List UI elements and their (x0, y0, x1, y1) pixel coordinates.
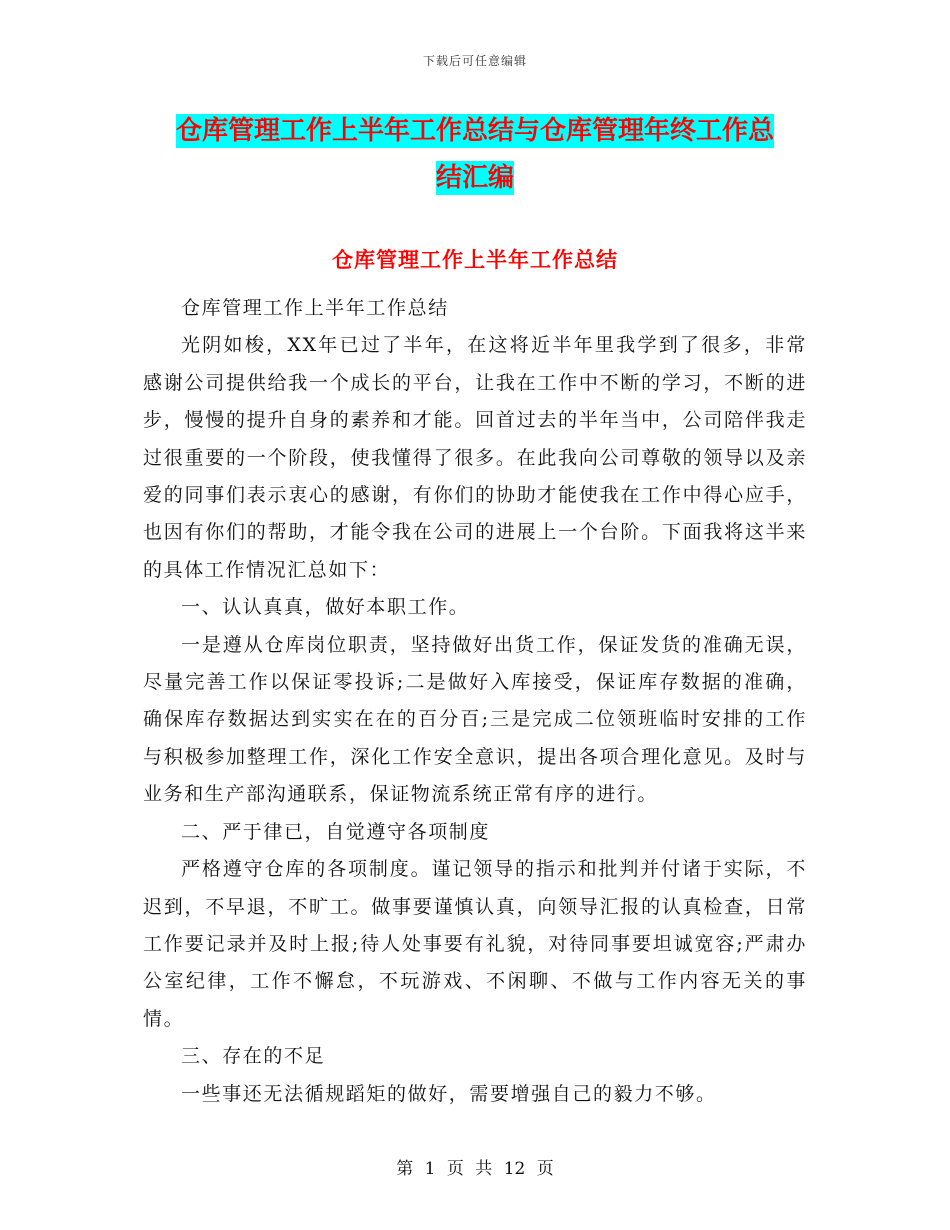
header-note: 下载后可任意编辑 (422, 54, 527, 68)
document-body (143, 290, 807, 1113)
paragraph-heading-1: 一、认认真真，做好本职工作。 (181, 596, 470, 619)
document-title (0, 108, 950, 202)
page-number: 第 1 页 共 12 页 (396, 1159, 554, 1179)
paragraph-body-3: 一些事还无法循规蹈矩的做好，需要增强自己的毅力不够。 (181, 1082, 717, 1105)
paragraph-body-2: 严格遵守仓库的各项制度。谨记领导的指示和批判并付诸于实际，不迟到，不早退，不旷工。做事要谨慎认真，向领导汇报的认真检查，日常工作要记录并及时上报;待人处事要有礼貌，对待同事要坦诚宽容;严肃办公室纪律，工作不懈怠，不玩游戏、不闲聊、不做与工作内容无关的事情。 (143, 858, 807, 1030)
document-title-line-1: 仓库管理工作上半年工作总结与仓库管理年终工作总 (175, 116, 774, 146)
document-title-line-2: 结汇编 (435, 163, 514, 193)
paragraph-body-1: 一是遵从仓库岗位职责，坚持做好出货工作，保证发货的准确无误，尽量完善工作以保证零投诉;二是做好入库接受，保证库存数据的准确，确保库存数据达到实实在在的百分百;三是完成二位领班临时安排的工作与积极参加整理工作，深化工作安全意识，提出各项合理化意见。及时与业务和生产部沟通联系，保证物流系统正常有序的进行。 (143, 633, 807, 806)
section-title: 仓库管理工作上半年工作总结 (332, 248, 618, 272)
paragraph-heading-2: 二、严于律已，自觉遵守各项制度 (181, 820, 491, 843)
paragraph-intro: 光阴如梭，XX年已过了半年，在这将近半年里我学到了很多，非常感谢公司提供给我一个成长的平台，让我在工作中不断的学习，不断的进步，慢慢的提升自身的素养和才能。回首过去的半年当中，公司陪伴我走过很重要的一个阶段，使我懂得了很多。在此我向公司尊敬的领导以及亲爱的同事们表示衷心的感谢，有你们的协助才能使我在工作中得心应手，也因有你们的帮助，才能令我在公司的进展上一个台阶。下面我将这半来的具体工作情况汇总如下： (143, 334, 807, 581)
paragraph-subheading: 仓库管理工作上半年工作总结 (181, 297, 449, 319)
paragraph-heading-3: 三、存在的不足 (181, 1045, 326, 1068)
